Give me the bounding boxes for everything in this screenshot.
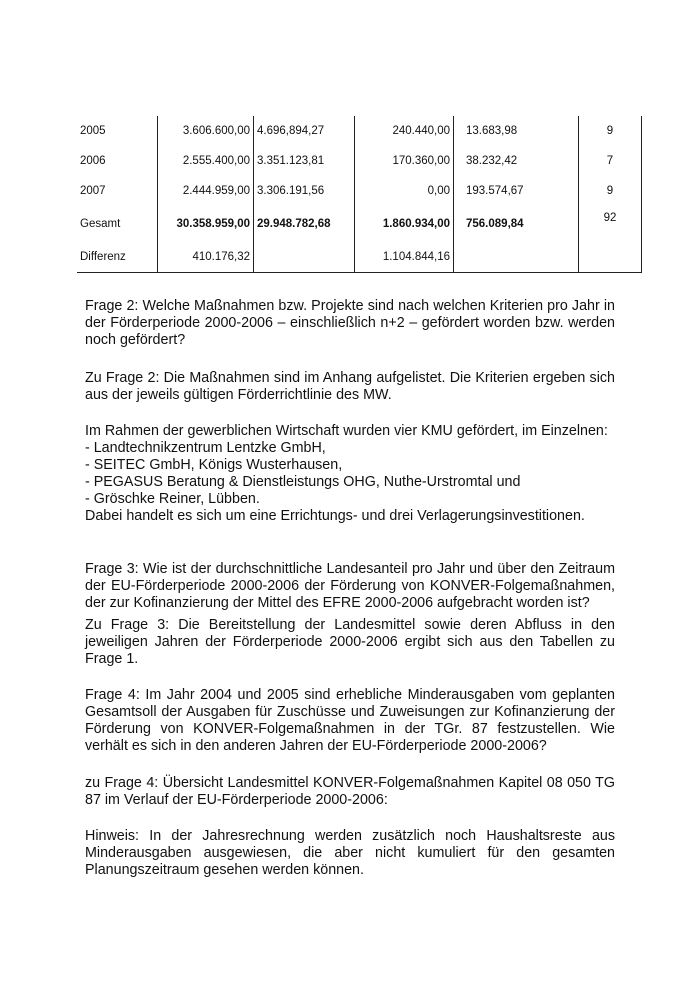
answer-2: Zu Frage 2: Die Maßnahmen sind im Anhang aufgelistet. Die Kriterien ergeben sich aus der jeweils gültigen Förderrichtlinie des MW. xyxy=(85,370,615,403)
kmu-intro: Im Rahmen der gewerblichen Wirtschaft wurden vier KMU gefördert, im Einzelnen: xyxy=(85,423,608,439)
table-row-difference xyxy=(77,242,642,273)
cell: 3.351.123,81 xyxy=(254,146,355,176)
cell: 1.104.844,16 xyxy=(355,242,454,273)
list-item: - PEGASUS Beratung & Dienstleistungs OHG, Nuthe-Urstromtal und xyxy=(85,474,521,490)
cell: 29.948.782,68 xyxy=(254,206,355,242)
cell xyxy=(454,242,579,273)
cell: 2.444.959,00 xyxy=(158,176,254,206)
cell: 7 xyxy=(579,146,642,176)
table-row xyxy=(77,176,642,206)
table-row xyxy=(77,146,642,176)
cell: 756.089,84 xyxy=(454,206,579,242)
question-4: Frage 4: Im Jahr 2004 und 2005 sind erhebliche Minderausgaben vom geplanten Gesamtsoll der Ausgaben für Zuschüsse und Zuweisungen zur Kofinanzierung der Förderung von KONVER-Folgemaßnahmen in der TGr. 87 festzustellen. Wie verhält es sich in den anderen Jahren der EU-Förderperiode 2000-2006? xyxy=(85,687,615,754)
answer-4: zu Frage 4: Übersicht Landesmittel KONVER-Folgemaßnahmen Kapitel 08 050 TG 87 im Verlauf der EU-Förderperiode 2000-2006: xyxy=(85,775,615,808)
answer-3: Zu Frage 3: Die Bereitstellung der Landesmittel sowie deren Abfluss in den jeweiligen Jahren der Förderperiode 2000-2006 ergibt sich aus den Tabellen zu Frage 1. xyxy=(85,617,615,667)
cell: 2.555.400,00 xyxy=(158,146,254,176)
row-label: 2006 xyxy=(77,146,158,176)
cell: 9 xyxy=(579,176,642,206)
cell: 4.696,894,27 xyxy=(254,116,355,146)
table-row-total xyxy=(77,206,642,242)
table-row xyxy=(77,116,642,146)
cell: 3.306.191,56 xyxy=(254,176,355,206)
row-label: 2007 xyxy=(77,176,158,206)
cell: 92 xyxy=(579,206,642,242)
cell: 38.232,42 xyxy=(454,146,579,176)
question-3: Frage 3: Wie ist der durchschnittliche Landesanteil pro Jahr und über den Zeitraum der EU-Förderperiode 2000-2006 der Förderung von KONVER-Folgemaßnahmen, der zur Kofinanzierung der Mittel des EFRE 2000-2006 aufgebracht worden ist? xyxy=(85,561,615,611)
list-item: - SEITEC GmbH, Königs Wusterhausen, xyxy=(85,457,343,473)
funding-table xyxy=(77,116,642,273)
cell: 0,00 xyxy=(355,176,454,206)
cell: 170.360,00 xyxy=(355,146,454,176)
cell: 9 xyxy=(579,116,642,146)
cell: 13.683,98 xyxy=(454,116,579,146)
cell: 410.176,32 xyxy=(158,242,254,273)
row-label: Gesamt xyxy=(77,206,158,242)
cell: 3.606.600,00 xyxy=(158,116,254,146)
row-label: 2005 xyxy=(77,116,158,146)
cell xyxy=(254,242,355,273)
kmu-outro: Dabei handelt es sich um eine Errichtungs- und drei Verlagerungsinvestitionen. xyxy=(85,508,585,524)
cell: 1.860.934,00 xyxy=(355,206,454,242)
question-2: Frage 2: Welche Maßnahmen bzw. Projekte sind nach welchen Kriterien pro Jahr in der Förderperiode 2000-2006 – einschließlich n+2 – gefördert worden bzw. werden noch gefördert? xyxy=(85,298,615,348)
row-label: Differenz xyxy=(77,242,158,273)
cell xyxy=(579,242,642,273)
cell: 30.358.959,00 xyxy=(158,206,254,242)
note: Hinweis: In der Jahresrechnung werden zusätzlich noch Haushaltsreste aus Minderausgaben ausgewiesen, die aber nicht kumuliert für den gesamten Planungszeitraum gesehen werden können. xyxy=(85,828,615,878)
list-item: - Gröschke Reiner, Lübben. xyxy=(85,491,260,507)
cell: 193.574,67 xyxy=(454,176,579,206)
kmu-block xyxy=(85,423,615,525)
cell: 240.440,00 xyxy=(355,116,454,146)
list-item: - Landtechnikzentrum Lentzke GmbH, xyxy=(85,440,326,456)
